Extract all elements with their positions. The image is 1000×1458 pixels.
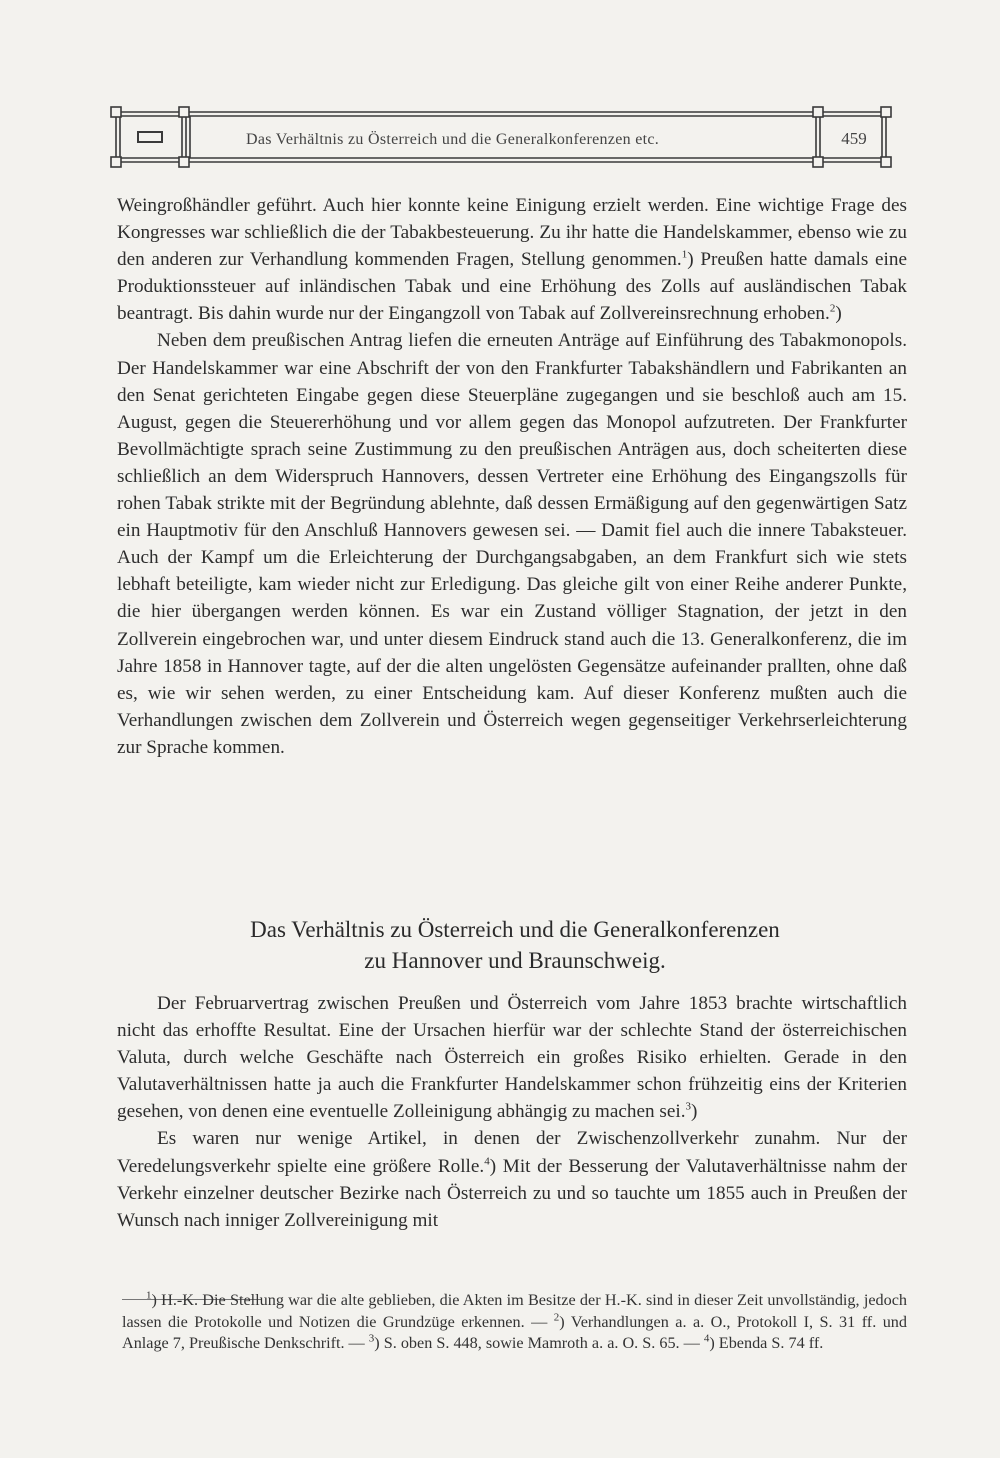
footnote-text-2: ) Verhandlungen a. a. O., Protokoll I, S. 31 ff. und Anlage 7, Preußische Denkschrift. — <box>122 1312 907 1353</box>
paragraph-1 <box>117 192 907 327</box>
section-heading <box>120 914 910 976</box>
footnote-ref-2: 2 <box>829 302 836 315</box>
paragraph-1-text-c: ) <box>835 303 842 325</box>
footnote-text-3: ) S. oben S. 448, sowie Mamroth a. a. O. S. 65. — <box>374 1334 704 1353</box>
section-heading-line-1: Das Verhältnis zu Österreich und die Generalkonferenzen <box>250 917 780 942</box>
paragraph-1-text: Weingroßhändler geführt. Auch hier konnte keine Einigung erzielt werden. Eine wichtige Frage des Kongresses war schließlich die der Tabakbesteuerung. Zu ihr hatte die Handelskammer, ebenso wie zu den anderen zur Verhandlung kommenden Fragen, Stellung genommen. <box>117 195 907 271</box>
footnote-mark-3: 3 <box>368 1332 375 1345</box>
paragraph-4 <box>117 1125 907 1233</box>
footnote-mark-2: 2 <box>553 1311 560 1324</box>
section-heading-line-2: zu Hannover und Braunschweig. <box>364 948 666 973</box>
paragraph-3 <box>117 990 907 1125</box>
footnote-mark-4: 4 <box>703 1332 710 1345</box>
running-title: Das Verhältnis zu Österreich und die Generalkonferenzen etc. <box>246 131 660 148</box>
footnotes <box>122 1290 907 1355</box>
text-block-upper <box>117 192 907 761</box>
paragraph-4-text: Es waren nur wenige Artikel, in denen der Zwischenzollverkehr zunahm. Nur der Veredelungsverkehr spielte eine größere Rolle. <box>117 1128 907 1177</box>
footnote-paragraph <box>122 1290 907 1355</box>
paragraph-3-text: Der Februarvertrag zwischen Preußen und Österreich vom Jahre 1853 brachte wirtschaftlich nicht das erhoffte Resultat. Eine der Ursachen hierfür war der schlechte Stand der österreichischen Valuta, durch welche Geschäfte nach Österreich ein großes Risiko erhielten. Gerade in den Valutaverhältnissen hatte ja auch die Frankfurter Handelskammer schon frühzeitig eins der Kriterien gesehen, von denen eine eventuelle Zolleinigung abhängig zu machen sei. <box>117 993 907 1123</box>
footnote-ref-1: 1 <box>681 248 688 261</box>
footnote-ref-4: 4 <box>484 1155 490 1168</box>
footnote-text-1: ) H.-K. Die Stellung war die alte geblieben, die Akten im Besitze der H.-K. sind in dieser Zeit unvollständig, jedoch lassen die Protokolle und Notizen die Grundzüge erkennen. — <box>122 1291 907 1331</box>
footnote-ref-3: 3 <box>685 1100 691 1113</box>
footnote-mark-1: 1 <box>146 1289 152 1302</box>
paragraph-4-text-b: ) Mit der Besserung der Valutaverhältnisse nahm der Verkehr einzelner deutscher Bezirke nach Österreich zu und so tauchte um 1855 auch in Preußen der Wunsch nach inniger Zollvereinigung mit <box>117 1155 907 1231</box>
paragraph-1-text-b: ) Preußen hatte damals eine Produktionssteuer auf inländischen Tabak und eine Erhöhung des Zolls auf ausländischen Tabak beantragt. Bis dahin wurde nur der Eingangzoll von Tabak auf Zollvereinsrechnung erhoben. <box>117 249 907 325</box>
text-block-lower <box>117 990 907 1234</box>
paragraph-2: Neben dem preußischen Antrag liefen die erneuten Anträge auf Einführung des Tabakmonopols. Der Handelskammer war eine Abschrift der von den Frankfurter Tabakshändlern und Fabrikanten an den Senat gerichteten Eingabe gegen diese Steuerpläne zugegangen und sie beschloß auch am 15. August, gegen die Steuererhöhung und vor allem gegen das Monopol aufzutreten. Der Frankfurter Bevollmächtigte sprach seine Zustimmung zu den preußischen Anträgen aus, doch scheiterten diese schließlich an dem Widerspruch Hannovers, dessen Vertreter eine Erhöhung des Eingangszolls für rohen Tabak strikte mit der Begründung ablehnte, daß dessen Ermäßigung auf den gegenwärtigen Satz ein Hauptmotiv für den Anschluß Hannovers gewesen sei. — Damit fiel auch die innere Tabaksteuer. Auch der Kampf um die Erleichterung der Durchgangsabgaben, an dem Frankfurt sich wie stets lebhaft beteiligte, kam wieder nicht zur Erledigung. Das gleiche gilt von einer Reihe anderer Punkte, die hier übergangen werden können. Es war ein Zustand völliger Stagnation, der jetzt in den Zollverein eingebrochen war, und unter diesem Eindruck stand auch die 13. Generalkonferenz, die im Jahre 1858 in Hannover tagte, auf der die alten ungelösten Gegensätze aufeinander prallten, ohne daß es, wie wir sehen werden, zu einer Entscheidung kam. Auf dieser Konferenz mußten auch die Verhandlungen zwischen dem Zollverein und Österreich wegen gegenseitiger Verkehrserleichterung zur Sprache kommen. <box>117 330 907 758</box>
page-number: 459 <box>841 129 867 148</box>
paragraph-3-text-b: ) <box>691 1101 698 1123</box>
footnote-text-4: ) Ebenda S. 74 ff. <box>709 1334 824 1353</box>
